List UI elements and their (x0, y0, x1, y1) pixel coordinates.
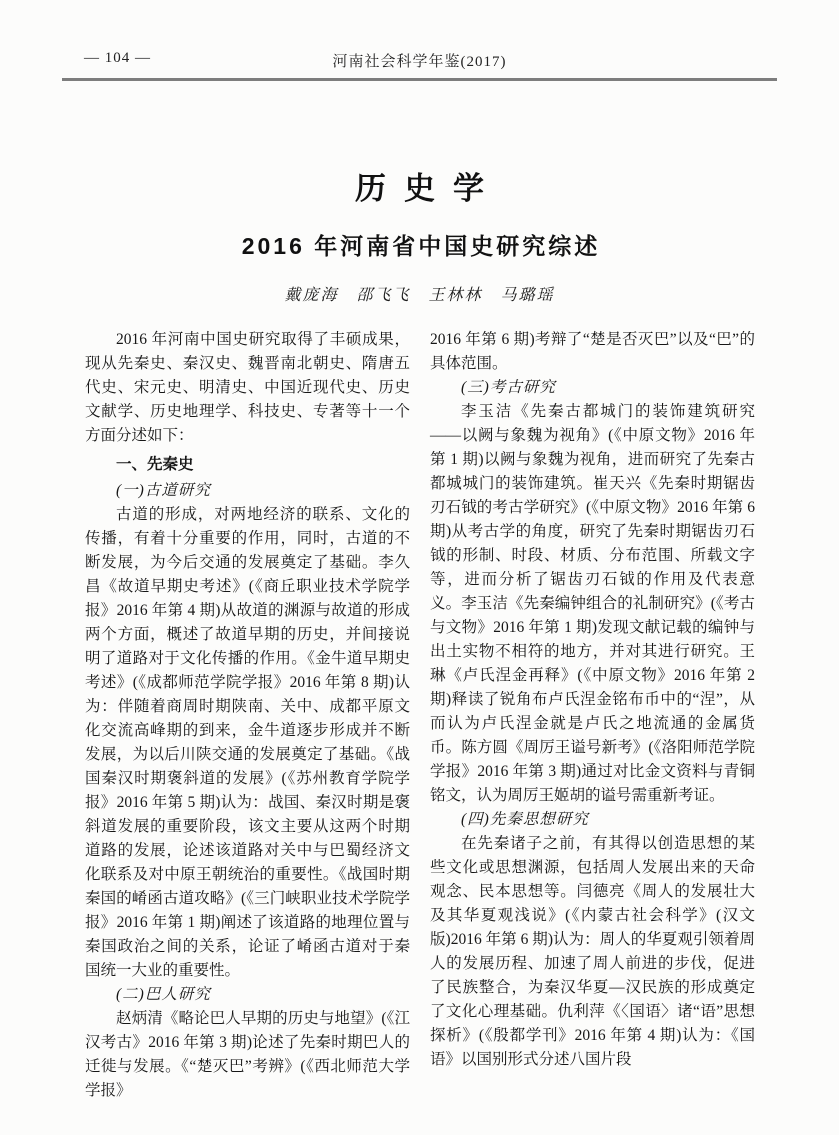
paragraph: 2016 年河南中国史研究取得了丰硕成果，现从先秦史、秦汉史、魏晋南北朝史、隋唐五代史、宋元史、明清史、中国近现代史、历史文献学、历史地理学、科技史、专著等十一个方面分述如下： (85, 331, 410, 444)
section-title: 历史学 (355, 171, 502, 206)
left-column (85, 328, 410, 1103)
article-body (85, 328, 755, 1103)
subsection-heading: (四)先秦思想研究 (461, 811, 589, 828)
paragraph: 李玉洁《先秦古都城门的装饰建筑研究——以阙与象魏为视角》(《中原文物》2016 年第 1 期)以阙与象魏为视角，进而研究了先秦古都城城门的装饰建筑。崔天兴《先秦时期锯齿刃石钺的考古学研究》(《中原文物》2016 年第 6 期)从考古学的角度，研究了先秦时期锯齿刃石钺的形制、时段、材质、分布范围、所载文字等，进而分析了锯齿刃石钺的作用及代表意义。李玉洁《先秦编钟组合的礼制研究》(《考古与文物》2016 年第 1 期)发现文献记载的编钟与出土实物不相符的地方，并对其进行研究。王琳《卢氏涅金再释》(《中原文物》2016 年第 2 期)释读了锐角布卢氏涅金铭布币中的“涅”，从而认为卢氏涅金就是卢氏之地流通的金属货币。陈方圆《周厉王谥号新考》(《洛阳师范学院学报》2016 年第 3 期)通过对比金文资料与青铜铭文，认为周厉王姬胡的谥号需重新考证。 (430, 403, 755, 804)
paragraph: 在先秦诸子之前，有其得以创造思想的某些文化或思想渊源，包括周人发展出来的天命观念、民本思想等。闫德亮《周人的发展壮大及其华夏观浅说》(《内蒙古社会科学》(汉文版)2016 年第 6 期)认为：周人的华夏观引领着周人的发展历程、加速了周人前进的步伐，促进了民族整合，为秦汉华夏—汉民族的形成奠定了文化心理基础。仇利萍《〈国语〉诸“语”思想探析》(《殷都学刊》2016 年第 4 期)认为：《国语》以国别形式分述八国片段 (430, 835, 755, 1068)
subsection-heading: (一)古道研究 (116, 482, 211, 499)
subsection-heading: (三)考古研究 (461, 379, 556, 396)
paragraph: 古道的形成，对两地经济的联系、文化的传播，有着十分重要的作用，同时，古道的不断发展，为今后交通的发展奠定了基础。李久昌《故道早期史考述》(《商丘职业技术学院学报》2016 年第 4 期)从故道的渊源与故道的形成两个方面，概述了故道早期的历史，并间接说明了道路对于文化传播的作用。《金牛道早期史考述》(《成都师范学院学报》2016 年第 8 期)认为：伴随着商周时期陕南、关中、成都平原文化交流高峰期的到来，金牛道逐步形成并不断发展，为以后川陕交通的发展奠定了基础。《战国秦汉时期褒斜道的发展》(《苏州教育学院学报》2016 年第 5 期)认为：战国、秦汉时期是褒斜道发展的重要阶段，该文主要从这两个时期道路的发展，论述该道路对关中与巴蜀经济文化联系及对中原王朝统治的重要性。《战国时期秦国的崤函古道攻略》(《三门峡职业技术学院学报》2016 年第 1 期)阐述了该道路的地理位置与秦国政治之间的关系，论证了崤函古道对于秦国统一大业的重要性。 (85, 506, 410, 979)
paragraph-continuation: 2016 年第 6 期)考辩了“楚是否灭巴”以及“巴”的具体范围。 (430, 331, 755, 372)
subsection-heading: (二)巴人研究 (116, 986, 211, 1003)
section-heading: 一、先秦史 (116, 456, 194, 473)
running-header (62, 50, 777, 72)
header-rule (62, 78, 777, 81)
paragraph: 赵炳清《略论巴人早期的历史与地望》(《江汉考古》2016 年第 3 期)论述了先秦时期巴人的迁徙与发展。《“楚灭巴”考辨》(《西北师范大学学报》 (85, 1010, 410, 1099)
page-number: — 104 — (84, 50, 151, 66)
article-title: 2016 年河南省中国史研究综述 (241, 233, 601, 259)
authors-line: 戴庞海 邵飞飞 王林林 马璐瑶 (284, 287, 555, 304)
right-column (430, 328, 755, 1103)
header-title: 河南社会科学年鉴(2017) (332, 54, 507, 70)
